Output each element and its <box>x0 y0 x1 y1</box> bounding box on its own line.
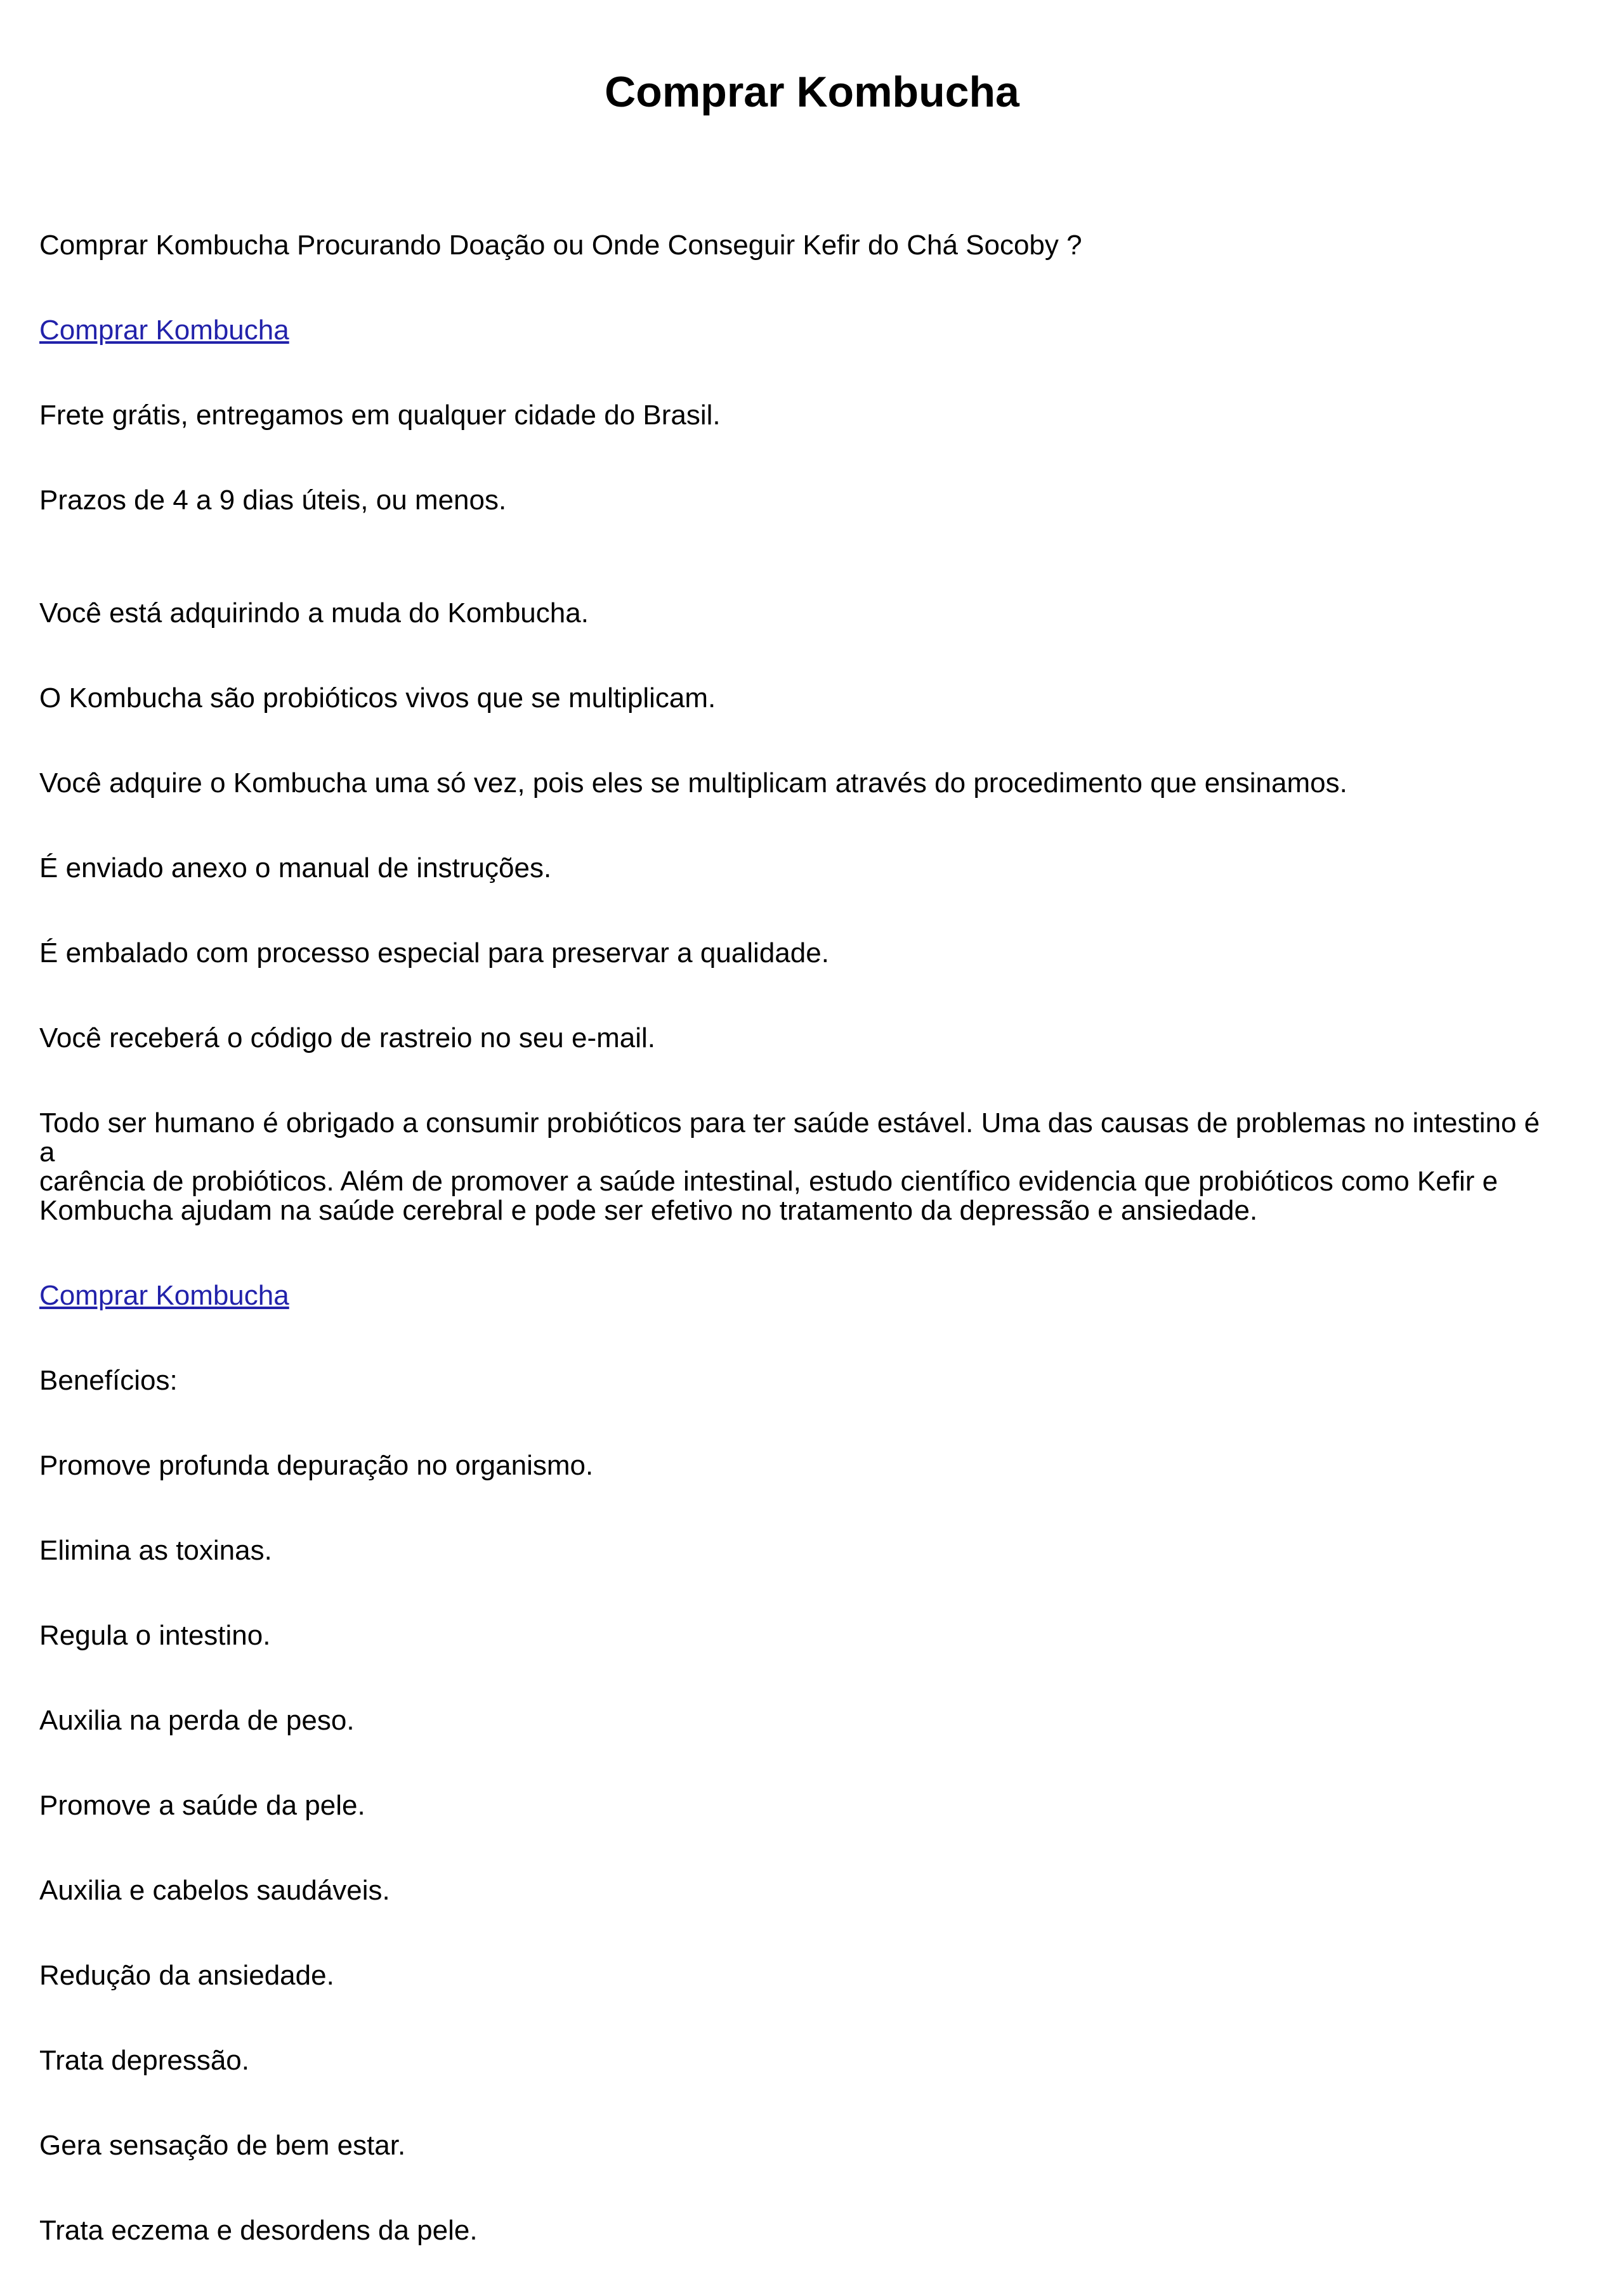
benefits-heading: Benefícios: <box>39 1365 178 1396</box>
benefit-item: Promove a saúde da pele. <box>39 1790 365 1821</box>
info-text-6: Você receberá o código de rastreio no seu e-mail. <box>39 1022 656 1053</box>
page-title: Comprar Kombucha <box>605 68 1019 116</box>
info-text-1: Você está adquirindo a muda do Kombucha. <box>39 597 589 629</box>
info-text-3: Você adquire o Kombucha uma só vez, pois eles se multiplicam através do procedimento que ensinamos. <box>39 767 1347 799</box>
probiotics-line-3: Kombucha ajudam na saúde cerebral e pode ser efetivo no tratamento da depressão e ansiedade. <box>39 1195 1258 1226</box>
buy-kombucha-link-2[interactable]: Comprar Kombucha <box>39 1280 289 1311</box>
probiotics-line-2: carência de probióticos. Além de promover a saúde intestinal, estudo científico evidencia que probióticos como Kefir e <box>39 1166 1498 1197</box>
benefit-item: Trata depressão. <box>39 2045 249 2076</box>
benefit-item: Regula o intestino. <box>39 1620 271 1651</box>
benefit-item: Auxilia na perda de peso. <box>39 1705 355 1736</box>
deadline-text: Prazos de 4 a 9 dias úteis, ou menos. <box>39 485 507 516</box>
benefit-item: Redução da ansiedade. <box>39 1960 334 1991</box>
probiotics-line-1: Todo ser humano é obrigado a consumir probióticos para ter saúde estável. Uma das causas de problemas no intestino é a <box>39 1107 1540 1168</box>
buy-link-paragraph-1 <box>39 316 1562 345</box>
benefit-item: Auxilia e cabelos saudáveis. <box>39 1875 390 1906</box>
buy-kombucha-link-1[interactable]: Comprar Kombucha <box>39 315 289 346</box>
benefit-item: Gera sensação de bem estar. <box>39 2130 406 2161</box>
info-text-4: É enviado anexo o manual de instruções. <box>39 852 552 884</box>
benefit-item: Trata eczema e desordens da pele. <box>39 2215 478 2246</box>
benefit-item: Elimina as toxinas. <box>39 1535 272 1566</box>
shipping-text: Frete grátis, entregamos em qualquer cidade do Brasil. <box>39 400 721 431</box>
intro-text: Comprar Kombucha Procurando Doação ou Onde Conseguir Kefir do Chá Socoby ? <box>39 230 1082 261</box>
info-text-2: O Kombucha são probióticos vivos que se multiplicam. <box>39 682 716 714</box>
probiotics-paragraph <box>39 1109 1562 1225</box>
info-text-5: É embalado com processo especial para preservar a qualidade. <box>39 937 829 969</box>
benefit-item: Promove profunda depuração no organismo. <box>39 1450 594 1481</box>
buy-link-paragraph-2 <box>39 1281 1562 1310</box>
document-body <box>39 231 1562 2245</box>
